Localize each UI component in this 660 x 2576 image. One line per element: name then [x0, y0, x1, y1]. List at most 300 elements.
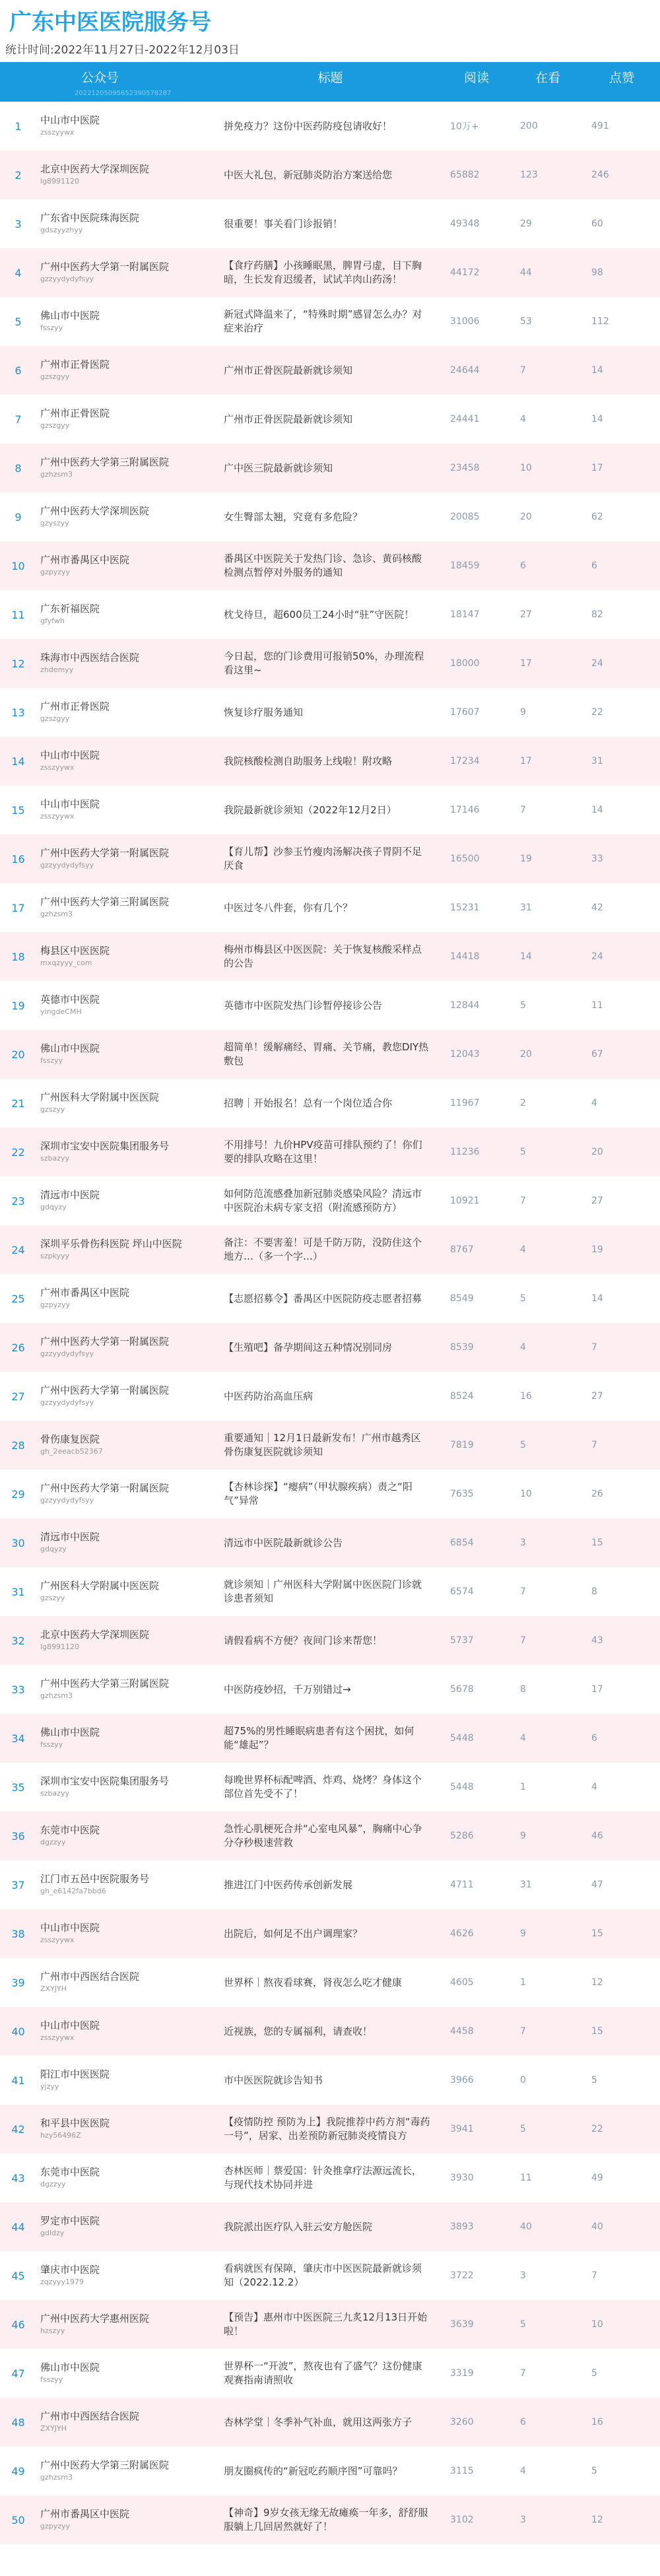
account-name[interactable]: 和平县中医医院: [40, 2117, 110, 2129]
table-body: [0, 102, 660, 2544]
looking-count: 7: [520, 365, 526, 376]
account-cell: [36, 2398, 220, 2447]
account-id: gzhzsm3: [40, 1691, 73, 1700]
account-id: gzpyzyy: [40, 2522, 71, 2530]
account-name[interactable]: 佛山市中医院: [40, 2361, 100, 2373]
rank-cell: 20: [11, 1048, 25, 1061]
like-count: 82: [591, 609, 603, 620]
looking-count: 1: [520, 1977, 526, 1988]
account-id: lg8991120: [40, 1643, 80, 1651]
table-row: [0, 2349, 660, 2398]
article-title[interactable]: 拼免疫力？这份中医药防疫包请收好！: [224, 119, 393, 132]
account-name[interactable]: 中山市中医院: [40, 749, 100, 761]
header-read: 阅读: [463, 71, 489, 85]
table-row: [0, 2105, 660, 2153]
account-id: gzzyydydyfsyy: [40, 275, 94, 283]
rank-cell: 34: [11, 1732, 25, 1745]
read-count: 49348: [450, 219, 480, 229]
article-title[interactable]: 【食疗药膳】小孩睡眠黑，脾胃弓虚，目下胸暗，生长发育迟缓者，试试羊肉山药汤！: [224, 259, 422, 285]
like-count: 62: [591, 512, 603, 522]
read-count: 10万+: [450, 121, 479, 132]
like-count: 20: [591, 1147, 603, 1157]
account-name[interactable]: 广州中医药大学第一附属医院: [40, 847, 170, 859]
account-name[interactable]: 广州中医药大学第一附属医院: [40, 1384, 170, 1396]
rank-cell: 35: [11, 1780, 25, 1794]
article-title[interactable]: 招聘｜开始报名！总有一个岗位适合你: [224, 1097, 393, 1109]
rank-cell: 3: [15, 217, 22, 230]
article-title[interactable]: 很重要！事关看门诊报销！: [224, 217, 343, 230]
table-row: [0, 1079, 660, 1128]
looking-count: 7: [520, 2026, 526, 2037]
looking-count: 3: [520, 2515, 526, 2525]
article-title[interactable]: 广中医三院最新就诊须知: [224, 461, 333, 474]
like-count: 491: [591, 121, 609, 131]
account-id: gzszgyy: [40, 372, 70, 381]
table-row: [0, 346, 660, 395]
rank-cell: 48: [11, 2416, 25, 2429]
looking-count: 8: [520, 1684, 526, 1695]
account-id: gzzyydydyfsyy: [40, 1398, 94, 1407]
like-count: 22: [591, 707, 603, 718]
account-id: szbazyy: [40, 1154, 70, 1163]
account-cell: [36, 1274, 220, 1323]
like-count: 17: [591, 463, 603, 473]
like-count: 42: [591, 902, 603, 913]
table-row: [0, 1567, 660, 1616]
read-count: 7819: [450, 1440, 474, 1450]
article-title[interactable]: 不用排号！九价HPV疫苗可排队预约了！你们要的排队攻略在这里！: [224, 1139, 422, 1165]
read-count: 20085: [450, 512, 480, 522]
article-title[interactable]: 近视族，您的专属福利，请查收！: [224, 2025, 373, 2037]
table-row: [0, 2398, 660, 2447]
account-name[interactable]: 梅县区中医医院: [40, 945, 110, 957]
account-name[interactable]: 北京中医药大学深圳医院: [40, 1629, 150, 1641]
read-count: 5448: [450, 1733, 474, 1744]
account-name[interactable]: 广州中医药大学第三附属医院: [40, 456, 170, 468]
account-cell: [36, 590, 220, 639]
like-count: 98: [591, 267, 603, 278]
header-article: 标题: [317, 71, 343, 85]
like-count: 4: [591, 1782, 597, 1792]
account-cell: [36, 1176, 220, 1225]
article-title[interactable]: 朋友圈疯传的“新冠吃药顺序图”可靠吗？: [224, 2464, 403, 2477]
article-title[interactable]: 【预告】惠州市中医医院三九炙12月13日开始啦！: [224, 2311, 428, 2337]
article-title[interactable]: 【神奇】9岁女孩无缘无故瘫痪一年多，舒舒服服躺上几回居然就好了！: [224, 2507, 428, 2532]
account-name[interactable]: 深圳市宝安中医院集团服务号: [40, 1140, 170, 1152]
read-count: 3722: [450, 2270, 474, 2281]
read-count: 17146: [450, 805, 480, 815]
like-count: 24: [591, 951, 603, 962]
account-name[interactable]: 广州中医药大学惠州医院: [40, 2313, 150, 2324]
article-title[interactable]: 杏林学堂｜冬季补气补血，就用这两张方子: [224, 2416, 412, 2428]
article-title[interactable]: 枕戈待旦，超600员工24小时“驻”守医院！: [224, 608, 414, 621]
article-title[interactable]: 恢复诊疗服务通知: [224, 706, 304, 718]
rank-cell: 33: [11, 1683, 25, 1696]
read-count: 4626: [450, 1928, 474, 1939]
like-count: 5: [591, 2466, 597, 2476]
account-name[interactable]: 广州市番禺区中医院: [40, 1287, 130, 1299]
rank-cell: 11: [11, 608, 25, 621]
article-title[interactable]: 我院核酸检测自助服务上线啦！附攻略: [224, 755, 393, 767]
read-count: 44172: [450, 267, 480, 278]
account-name[interactable]: 骨伤康复医院: [40, 1433, 100, 1445]
read-count: 5448: [450, 1782, 474, 1792]
account-id: zqzyyy1979: [40, 2278, 84, 2286]
looking-count: 5: [520, 1000, 526, 1011]
rank-cell: 40: [11, 2025, 25, 2038]
like-count: 24: [591, 658, 603, 669]
account-cell: [36, 1030, 220, 1079]
article-title[interactable]: 清远市中医院最新就诊公告: [224, 1536, 343, 1549]
like-count: 112: [591, 316, 609, 327]
rank-cell: 18: [11, 950, 25, 963]
like-count: 5: [591, 2368, 597, 2379]
looking-count: 20: [520, 512, 532, 522]
account-name[interactable]: 广州医科大学附属中医医院: [40, 1091, 160, 1103]
account-cell: [36, 492, 220, 541]
account-id: gdldzy: [40, 2229, 65, 2237]
read-count: 65882: [450, 170, 480, 180]
like-count: 7: [591, 1440, 597, 1450]
table-row: [0, 2007, 660, 2056]
article-title[interactable]: 我院最新就诊须知（2022年12月2日）: [224, 803, 397, 816]
table-row: [0, 1225, 660, 1274]
account-name[interactable]: 广州中医药大学第一附属医院: [40, 261, 170, 273]
article-title[interactable]: 请假看病不方便？夜间门诊来帮您！: [224, 1634, 383, 1646]
read-count: 14418: [450, 951, 480, 962]
read-count: 3639: [450, 2319, 474, 2330]
like-count: 14: [591, 805, 603, 815]
rank-cell: 29: [11, 1487, 25, 1501]
article-title[interactable]: 重要通知｜12月1日最新发布！广州市越秀区骨伤康复医院就诊须知: [224, 1432, 421, 1458]
article-title[interactable]: 【杏林诊探】“瘿病”（甲状腺疾病）责之“阳气”异常: [224, 1481, 412, 1507]
article-title[interactable]: 每晚世界杯标配啤酒、炸鸡、烧烤？身体这个部位首先受不了！: [224, 1774, 422, 1800]
article-title[interactable]: 梅州市梅县区中医医院：关于恢复核酸采样点的公告: [224, 943, 422, 969]
table-row: [0, 932, 660, 981]
rank-cell: 27: [11, 1390, 25, 1403]
account-cell: [36, 1567, 220, 1616]
table-row: [0, 297, 660, 346]
table-row: [0, 1470, 660, 1518]
like-count: 6: [591, 1733, 597, 1744]
looking-count: 11: [520, 2173, 532, 2183]
looking-count: 4: [520, 1342, 526, 1353]
article-title[interactable]: 出院后，如何足不出户调理家？: [224, 1927, 363, 1940]
like-count: 11: [591, 1000, 603, 1011]
article-title[interactable]: 推进江门中医药传承创新发展: [224, 1878, 353, 1891]
table-row: [0, 2300, 660, 2349]
account-id: dgzzyy: [40, 1838, 66, 1847]
account-id: fsszyy: [40, 2375, 63, 2384]
account-name[interactable]: 佛山市中医院: [40, 310, 100, 322]
account-name[interactable]: 广东祈福医院: [40, 603, 100, 615]
account-name[interactable]: 东莞市中医院: [40, 2166, 100, 2178]
account-cell: [36, 2300, 220, 2349]
like-count: 27: [591, 1391, 603, 1402]
account-cell: [36, 102, 220, 151]
article-title[interactable]: 新冠式降温来了，“特殊时期”感冒怎么办？对症来治疗: [224, 308, 422, 334]
account-name[interactable]: 广州中医药大学第一附属医院: [40, 1336, 170, 1347]
table-row: [0, 1128, 660, 1176]
account-name[interactable]: 中山市中医院: [40, 1922, 100, 1934]
article-title[interactable]: 今日起，您的门诊费用可报销50%，办理流程看这里~: [224, 650, 424, 676]
like-count: 31: [591, 756, 603, 766]
like-count: 46: [591, 1831, 603, 1841]
looking-count: 17: [520, 658, 532, 669]
table-row: [0, 541, 660, 590]
account-cell: [36, 2056, 220, 2105]
article-title[interactable]: 番禺区中医院关于发热门诊、急诊、黄码核酸检测点暂停对外服务的通知: [224, 553, 422, 578]
article-title[interactable]: 市中医医院就诊告知书: [224, 2074, 323, 2086]
table-row: [0, 1714, 660, 1763]
account-id: gzzyydydyfsyy: [40, 1349, 94, 1358]
account-name[interactable]: 广州医科大学附属中医医院: [40, 1580, 160, 1592]
read-count: 3941: [450, 2124, 474, 2134]
account-cell: [36, 1763, 220, 1812]
account-name[interactable]: 珠海市中西医结合医院: [40, 652, 140, 663]
account-cell: [36, 932, 220, 981]
looking-count: 2: [520, 1098, 526, 1108]
account-name[interactable]: 英德市中医院: [40, 994, 100, 1005]
account-name[interactable]: 广州市中西医结合医院: [40, 2410, 140, 2422]
account-name[interactable]: 北京中医药大学深圳医院: [40, 163, 150, 175]
account-name[interactable]: 广州中医药大学第三附属医院: [40, 896, 170, 908]
article-title[interactable]: 超75%的男性睡眠病患者有这个困扰，如何能“雄起”？: [224, 1725, 414, 1751]
account-cell: [36, 2007, 220, 2056]
looking-count: 19: [520, 854, 532, 864]
account-name[interactable]: 罗定市中医院: [40, 2215, 100, 2227]
account-name[interactable]: 阳江市中医医院: [40, 2068, 110, 2080]
read-count: 11236: [450, 1147, 480, 1157]
account-id: dgzzyy: [40, 2180, 66, 2188]
like-count: 27: [591, 1196, 603, 1206]
account-id: zsszyywx: [40, 128, 75, 137]
read-count: 3260: [450, 2417, 474, 2427]
rank-cell: 50: [11, 2513, 25, 2526]
looking-count: 40: [520, 2221, 532, 2232]
account-name[interactable]: 中山市中医院: [40, 114, 100, 126]
read-count: 3115: [450, 2466, 474, 2476]
rank-cell: 32: [11, 1634, 25, 1647]
account-name[interactable]: 广州市正骨医院: [40, 358, 110, 370]
like-count: 4: [591, 1098, 597, 1108]
looking-count: 4: [520, 1244, 526, 1255]
read-count: 5286: [450, 1831, 474, 1841]
account-cell: [36, 1812, 220, 1860]
looking-count: 5: [520, 2319, 526, 2330]
read-count: 12043: [450, 1049, 480, 1060]
looking-count: 6: [520, 2417, 526, 2427]
account-name[interactable]: 江门市五邑中医院服务号: [40, 1873, 150, 1885]
read-count: 31006: [450, 316, 480, 327]
table-row: [0, 1518, 660, 1567]
account-name[interactable]: 广州市番禺区中医院: [40, 554, 130, 566]
rank-cell: 17: [11, 901, 25, 914]
like-count: 67: [591, 1049, 603, 1060]
article-title[interactable]: 【志愿招募令】番禺区中医院防疫志愿者招募: [224, 1292, 422, 1305]
account-id: gzszgyy: [40, 714, 70, 723]
rank-cell: 28: [11, 1439, 25, 1452]
rank-cell: 13: [11, 706, 25, 719]
account-name[interactable]: 中山市中医院: [40, 798, 100, 810]
account-name[interactable]: 肇庆市中医院: [40, 2264, 100, 2276]
table-row: [0, 248, 660, 297]
account-id: gzszyy: [40, 1105, 65, 1114]
article-title[interactable]: 中医防疫妙招，千万别错过→: [224, 1683, 351, 1695]
like-count: 40: [591, 2221, 603, 2232]
table-row: [0, 444, 660, 492]
rank-cell: 2: [15, 168, 22, 182]
account-name[interactable]: 广州市番禺区中医院: [40, 2508, 130, 2520]
account-cell: [36, 297, 220, 346]
header-account-label: 公众号: [81, 71, 119, 85]
table-row: [0, 590, 660, 639]
article-title[interactable]: 英德市中医院发热门诊暂停接诊公告: [224, 999, 383, 1011]
table-row: [0, 737, 660, 786]
like-count: 5: [591, 2075, 597, 2085]
article-title[interactable]: 中医药防治高血压病: [224, 1390, 314, 1402]
account-cell: [36, 1909, 220, 1958]
account-id: fsszyy: [40, 1740, 63, 1749]
account-cell: [36, 1323, 220, 1372]
account-name[interactable]: 深圳市宝安中医院集团服务号: [40, 1775, 170, 1787]
article-title[interactable]: 中医过冬八件套，你有几个？: [224, 901, 353, 914]
account-name[interactable]: 清远市中医院: [40, 1531, 100, 1543]
account-cell: [36, 199, 220, 248]
table-header-row: [0, 62, 660, 102]
rank-cell: 4: [15, 266, 22, 279]
account-name[interactable]: 广州中医药大学第一附属医院: [40, 1482, 170, 1494]
article-title[interactable]: 超简单！缓解痛经、胃痛、关节痛，教您DIY热敷包: [224, 1041, 429, 1067]
account-id: ZXYJYH: [40, 1984, 67, 1993]
rank-cell: 9: [15, 510, 22, 524]
looking-count: 7: [520, 1586, 526, 1597]
table-row: [0, 2251, 660, 2300]
account-name[interactable]: 广州市中西医结合医院: [40, 1971, 140, 1983]
table-row: [0, 2202, 660, 2251]
account-name[interactable]: 广州市正骨医院: [40, 700, 110, 712]
article-title[interactable]: 广州市正骨医院最新就诊须知: [224, 413, 353, 425]
article-title[interactable]: 如何防范流感叠加新冠肺炎感染风险？清远市中医院治未病专家支招（附流感预防方）: [224, 1188, 422, 1213]
looking-count: 17: [520, 756, 532, 766]
account-name[interactable]: 佛山市中医院: [40, 1726, 100, 1738]
account-name[interactable]: 中山市中医院: [40, 2019, 100, 2031]
account-name[interactable]: 广州中医药大学第三附属医院: [40, 1678, 170, 1689]
account-cell: [36, 1225, 220, 1274]
like-count: 6: [591, 560, 597, 571]
article-title[interactable]: 我院派出医疗队入驻云安方舱医院: [224, 2220, 373, 2233]
read-count: 8767: [450, 1244, 474, 1255]
article-title[interactable]: 女生臀部太翘，究竟有多危险？: [224, 510, 363, 523]
account-id: gzhzsm3: [40, 470, 73, 479]
rank-cell: 5: [15, 315, 22, 328]
like-count: 60: [591, 219, 603, 229]
article-title[interactable]: 广州市正骨医院最新就诊须知: [224, 364, 353, 376]
article-title[interactable]: 【生殖吧】备孕期间这五种情况别同房: [224, 1341, 393, 1353]
looking-count: 0: [520, 2075, 526, 2085]
table-row: [0, 688, 660, 737]
ranking-table: [0, 62, 660, 2544]
like-count: 14: [591, 414, 603, 424]
table-row: [0, 1030, 660, 1079]
rank-cell: 23: [11, 1194, 25, 1207]
account-name[interactable]: 东莞市中医院: [40, 1824, 100, 1836]
account-name[interactable]: 佛山市中医院: [40, 1042, 100, 1054]
table-row: [0, 1909, 660, 1958]
table-row: [0, 1421, 660, 1470]
looking-count: 7: [520, 805, 526, 815]
read-count: 23458: [450, 463, 480, 473]
account-name[interactable]: 清远市中医院: [40, 1189, 100, 1201]
account-cell: [36, 981, 220, 1030]
article-title[interactable]: 中医大礼包，新冠肺炎防治方案送给您: [224, 168, 393, 181]
article-title[interactable]: 就诊须知｜广州医科大学附属中医医院门诊就诊患者须知: [224, 1578, 422, 1604]
rank-cell: 47: [11, 2367, 25, 2380]
account-cell: [36, 1616, 220, 1665]
account-cell: [36, 1372, 220, 1421]
like-count: 14: [591, 365, 603, 376]
table-row: [0, 1372, 660, 1421]
account-id: gzhzsm3: [40, 2473, 73, 2482]
rank-cell: 31: [11, 1585, 25, 1598]
account-cell: [36, 2153, 220, 2202]
rank-cell: 44: [11, 2220, 25, 2233]
rank-cell: 12: [11, 657, 25, 670]
looking-count: 31: [520, 1880, 532, 1890]
account-cell: [36, 639, 220, 688]
account-id: gzzyydydyfsyy: [40, 861, 94, 869]
like-count: 47: [591, 1880, 603, 1890]
article-title[interactable]: 世界杯｜熬夜看球赛，肾夜怎么吃才健康: [224, 1976, 403, 1988]
read-count: 17234: [450, 756, 480, 766]
table-row: [0, 2495, 660, 2544]
article-title[interactable]: 看病就医有保障，肇庆市中医医院最新就诊须知（2022.12.2）: [224, 2262, 422, 2288]
account-cell: [36, 444, 220, 492]
looking-count: 200: [520, 121, 538, 131]
looking-count: 16: [520, 1391, 532, 1402]
account-cell: [36, 2251, 220, 2300]
table-row: [0, 492, 660, 541]
account-name[interactable]: 广州市正骨医院: [40, 407, 110, 419]
read-count: 3966: [450, 2075, 474, 2085]
header-like: 点赞: [609, 71, 634, 85]
account-cell: [36, 883, 220, 932]
article-title[interactable]: 【疫情防控 预防为上】我院推荐中药方剂“毒药一号”，居家、出差预防新冠肺炎疫情良方: [224, 2116, 430, 2142]
read-count: 5737: [450, 1635, 474, 1646]
account-id: zsszyywx: [40, 1936, 75, 1944]
read-count: 11967: [450, 1098, 480, 1108]
account-name[interactable]: 广州中医药大学深圳医院: [40, 505, 150, 517]
header-watermark: 20221205095652390578287: [75, 90, 172, 97]
like-count: 26: [591, 1489, 603, 1499]
article-title[interactable]: 备注：不要害羞！可是千防万防，没防住这个地方…（多一个字…）: [224, 1237, 422, 1262]
article-title[interactable]: 世界杯一“开波”，熬夜也有了盛气？这份健康观赛指南请照收: [224, 2360, 422, 2386]
looking-count: 20: [520, 1049, 532, 1060]
account-cell: [36, 2349, 220, 2398]
article-title[interactable]: 【育儿帮】沙参玉竹瘦肉汤解决孩子胃阴不足厌食: [224, 846, 422, 871]
account-cell: [36, 834, 220, 883]
table-row: [0, 834, 660, 883]
account-name[interactable]: 深圳平乐骨伤科医院 坪山中医院: [40, 1238, 182, 1250]
account-name[interactable]: 广东省中医院珠海医院: [40, 212, 140, 224]
article-title[interactable]: 杏林医师｜蔡爱国：针灸推拿疗法源远流长，与现代技术协同并进: [224, 2165, 422, 2190]
rank-cell: 49: [11, 2464, 25, 2478]
looking-count: 4: [520, 1733, 526, 1744]
article-title[interactable]: 急性心肌梗死合并“心室电风暴”，胸痛中心争分夺秒极速营救: [224, 1823, 422, 1848]
read-count: 18000: [450, 658, 480, 669]
account-name[interactable]: 广州中医药大学第三附属医院: [40, 2459, 170, 2471]
account-cell: [36, 151, 220, 199]
